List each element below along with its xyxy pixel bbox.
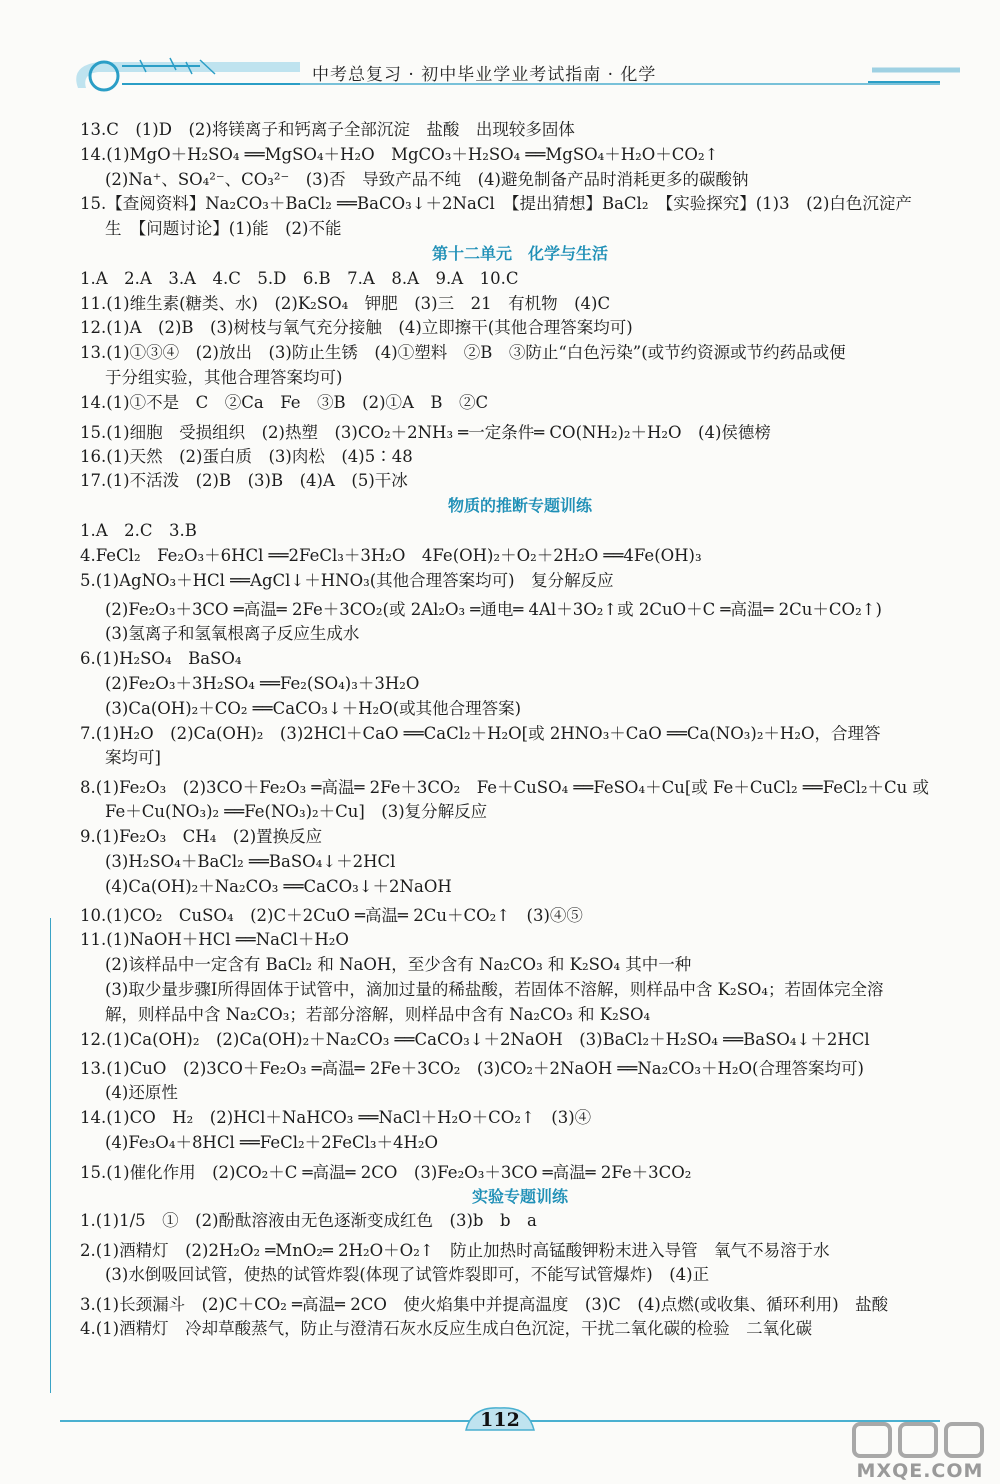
answer-line: 案均可]: [105, 748, 161, 768]
answer-line: (4)Ca(OH)₂＋Na₂CO₃ ══CaCO₃↓＋2NaOH: [105, 876, 452, 896]
answer-line: 3.(1)长颈漏斗 (2)C＋CO₂ ═高温═ 2CO 使火焰集中并提高温度 (3)C (4)点燃(或收集、循环利用) 盐酸: [80, 1295, 889, 1315]
answer-line: 15.(1)细胞 受损组织 (2)热塑 (3)CO₂＋2NH₃ ═一定条件═ CO(NH₂)₂＋H₂O (4)侯德榜: [80, 422, 771, 442]
section-title-unit-12: 第十二单元 化学与生活: [431, 243, 608, 263]
answer-line: 15.【查阅资料】Na₂CO₃＋BaCl₂ ══BaCO₃↓＋2NaCl 【提出猜想】BaCl₂ 【实验探究】(1)3 (2)白色沉淀产: [80, 194, 912, 214]
page-number: 112: [480, 1409, 520, 1431]
watermark-logo-icon: [850, 1420, 990, 1464]
answer-line: 生 【问题讨论】(1)能 (2)不能: [105, 219, 342, 239]
answer-line: 16.(1)天然 (2)蛋白质 (3)肉松 (4)5∶48: [80, 446, 413, 466]
section-title-inference: 物质的推断专题训练: [447, 496, 592, 516]
answer-line: 13.(1)CuO (2)3CO＋Fe₂O₃ ═高温═ 2Fe＋3CO₂ (3)CO₂＋2NaOH ══Na₂CO₃＋H₂O(合理答案均可): [80, 1059, 864, 1079]
answer-line: 14.(1)CO H₂ (2)HCl＋NaHCO₃ ══NaCl＋H₂O＋CO₂↑ (3)④: [80, 1108, 592, 1128]
watermark-text: MXQE.COM: [856, 1460, 984, 1482]
answer-line: 7.(1)H₂O (2)Ca(OH)₂ (3)2HCl＋CaO ══CaCl₂＋H₂O[或 2HNO₃＋CaO ══Ca(NO₃)₂＋H₂O，合理答: [80, 723, 881, 743]
answer-line: (3)取少量步骤Ⅰ所得固体于试管中，滴加过量的稀盐酸，若固体不溶解，则样品中含 K₂SO₄；若固体完全溶: [105, 979, 884, 999]
answer-line: 9.(1)Fe₂O₃ CH₄ (2)置换反应: [80, 826, 323, 846]
answer-line: 4.FeCl₂ Fe₂O₃＋6HCl ══2FeCl₃＋3H₂O 4Fe(OH)₂＋O₂＋2H₂O ══4Fe(OH)₃: [80, 545, 702, 565]
answer-content: [80, 118, 960, 1342]
answer-line: 4.(1)酒精灯 冷却草酸蒸气，防止与澄清石灰水反应生成白色沉淀，干扰二氧化碳的检验 二氧化碳: [80, 1319, 813, 1339]
margin-line: [50, 918, 51, 1393]
answer-line: 17.(1)不活泼 (2)B (3)B (4)A (5)干冰: [80, 471, 408, 491]
answer-line: (4)Fe₃O₄＋8HCl ══FeCl₂＋2FeCl₃＋4H₂O: [105, 1132, 439, 1152]
header-title: 中考总复习 · 初中毕业学业考试指南 · 化学: [312, 65, 657, 85]
answer-line: (2)Fe₂O₃＋3CO ═高温═ 2Fe＋3CO₂(或 2Al₂O₃ ═通电═ 4Al＋3O₂↑或 2CuO＋C ═高温═ 2Cu＋CO₂↑): [105, 600, 882, 620]
answer-line: 解，则样品中含 Na₂CO₃；若部分溶解，则样品中含有 Na₂CO₃ 和 K₂SO₄: [105, 1004, 651, 1024]
answer-line: (2)Fe₂O₃＋3H₂SO₄ ══Fe₂(SO₄)₃＋3H₂O: [105, 673, 420, 693]
answer-line: 11.(1)NaOH＋HCl ══NaCl＋H₂O: [80, 930, 349, 950]
answer-line: (3)H₂SO₄＋BaCl₂ ══BaSO₄↓＋2HCl: [105, 851, 396, 871]
answer-line: 13.(1)①③④ (2)放出 (3)防止生锈 (4)①塑料 ②B ③防止“白色污染”(或节约资源或节约药品或便: [80, 343, 846, 363]
answer-line: 5.(1)AgNO₃＋HCl ══AgCl↓＋HNO₃(其他合理答案均可) 复分解反应: [80, 570, 614, 590]
answer-line: (2)该样品中一定含有 BaCl₂ 和 NaOH，至少含有 Na₂CO₃ 和 K₂SO₄ 其中一种: [105, 955, 692, 975]
answer-line: 于分组实验，其他合理答案均可): [105, 367, 343, 387]
answer-line: (3)水倒吸回试管，使热的试管炸裂(体现了试管炸裂即可，不能写试管爆炸) (4)正: [105, 1265, 710, 1285]
answer-line: Fe＋Cu(NO₃)₂ ══Fe(NO₃)₂＋Cu] (3)复分解反应: [105, 802, 488, 822]
answer-line: 13.C (1)D (2)将镁离子和钙离子全部沉淀 盐酸 出现较多固体: [80, 120, 575, 139]
answer-line: 6.(1)H₂SO₄ BaSO₄: [80, 649, 242, 669]
page-header: [0, 0, 1000, 110]
answer-line: 10.(1)CO₂ CuSO₄ (2)C＋2CuO ═高温═ 2Cu＋CO₂↑ (3)④⑤: [80, 906, 583, 926]
answer-line: 14.(1)MgO＋H₂SO₄ ══MgSO₄＋H₂O MgCO₃＋H₂SO₄ ══MgSO₄＋H₂O＋CO₂↑: [80, 144, 719, 164]
answer-line: (3)Ca(OH)₂＋CO₂ ══CaCO₃↓＋H₂O(或其他合理答案): [105, 698, 522, 718]
answer-line: 2.(1)酒精灯 (2)2H₂O₂ ═MnO₂═ 2H₂O＋O₂↑ 防止加热时高锰酸钾粉末进入导管 氧气不易溶于水: [80, 1241, 830, 1261]
answer-line: 14.(1)①不是 C ②Ca Fe ③B (2)①A B ②C: [80, 392, 489, 412]
answer-line: 8.(1)Fe₂O₃ (2)3CO＋Fe₂O₃ ═高温═ 2Fe＋3CO₂ Fe＋CuSO₄ ══FeSO₄＋Cu[或 Fe＋CuCl₂ ══FeCl₂＋Cu 或: [80, 778, 930, 798]
answer-line: (3)氢离子和氢氧根离子反应生成水: [105, 624, 360, 644]
answer-line: 1.(1)1/5 ① (2)酚酞溶液由无色逐渐变成红色 (3)b b a: [80, 1211, 537, 1231]
answer-line: 12.(1)Ca(OH)₂ (2)Ca(OH)₂＋Na₂CO₃ ══CaCO₃↓＋2NaOH (3)BaCl₂＋H₂SO₄ ══BaSO₄↓＋2HCl: [80, 1029, 870, 1049]
answer-line: 1.A 2.C 3.B: [80, 520, 197, 540]
answer-line: 1.A 2.A 3.A 4.C 5.D 6.B 7.A 8.A 9.A 10.C: [80, 268, 519, 288]
section-title-experiment: 实验专题训练: [471, 1186, 568, 1206]
watermark: [850, 1420, 990, 1480]
answer-line: 11.(1)维生素(糖类、水) (2)K₂SO₄ 钾肥 (3)三 21 有机物 (4)C: [80, 293, 611, 313]
header-decoration: [0, 0, 1000, 110]
answer-line: 15.(1)催化作用 (2)CO₂＋C ═高温═ 2CO (3)Fe₂O₃＋3CO ═高温═ 2Fe＋3CO₂: [80, 1162, 692, 1182]
answer-line: (4)还原性: [105, 1083, 178, 1103]
answer-line: (2)Na⁺、SO₄²⁻、CO₃²⁻ (3)否 导致产品不纯 (4)避免制备产品时消耗更多的碳酸钠: [105, 169, 749, 189]
answer-line: 12.(1)A (2)B (3)树枝与氧气充分接触 (4)立即擦干(其他合理答案均可): [80, 318, 633, 338]
